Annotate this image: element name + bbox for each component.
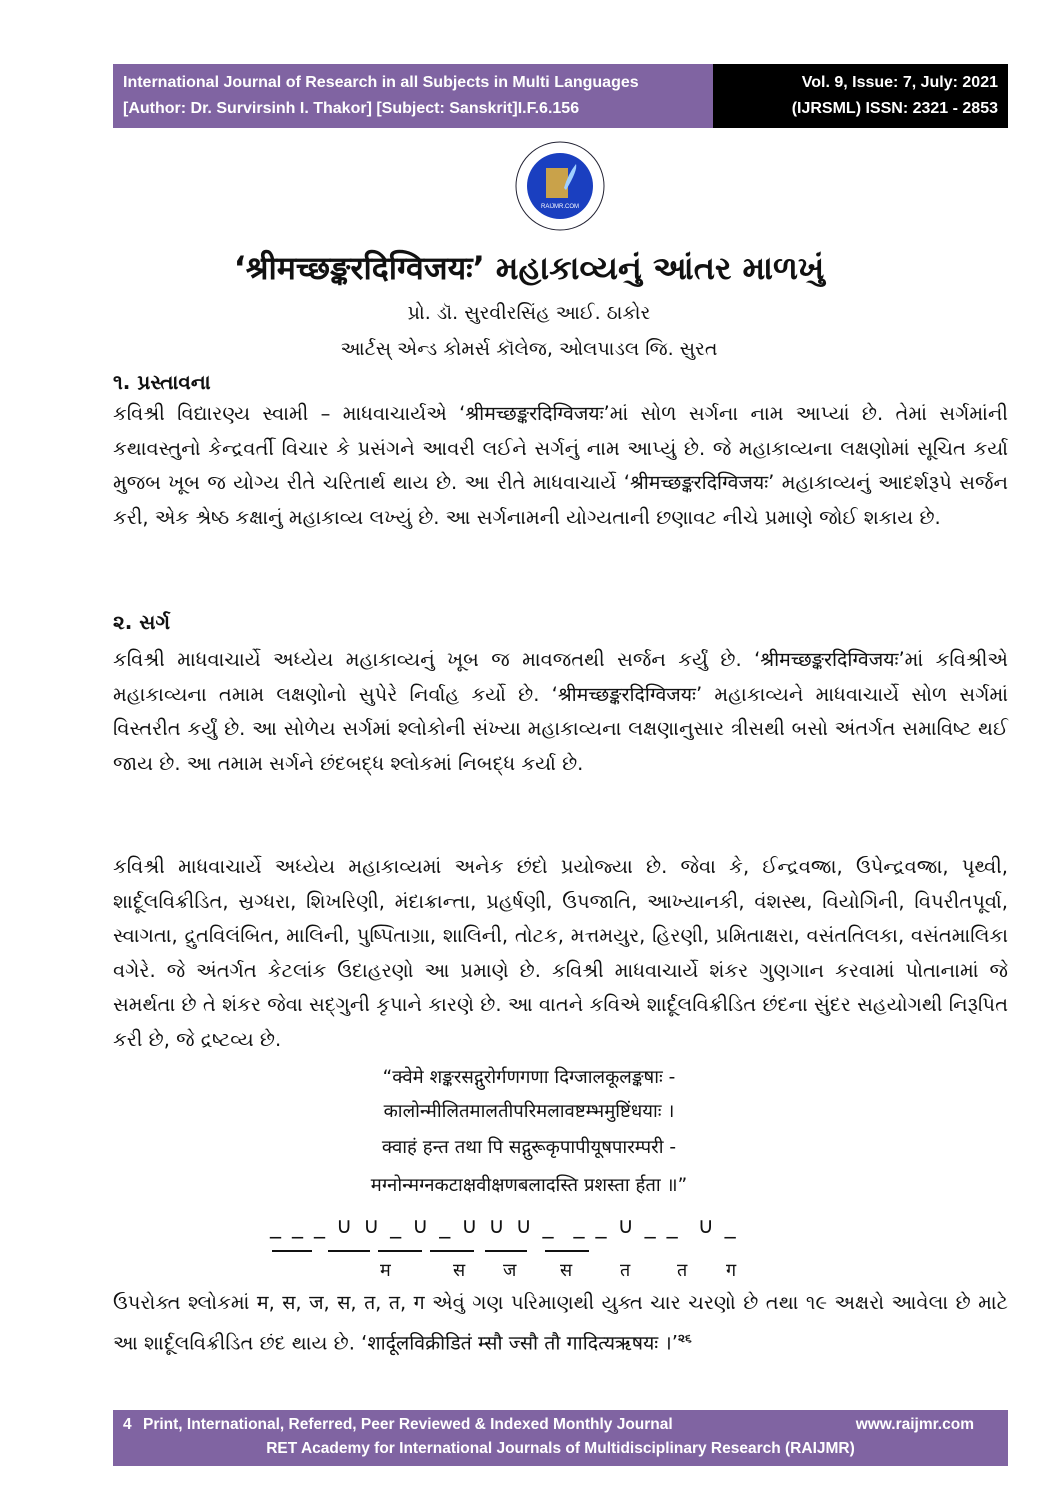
- affiliation: આર્ટસ્ એન્ડ કોમર્સ કૉલેજ, ઓલપાડલ જિ. સુરત: [340, 338, 718, 360]
- article-title: ‘श्रीमच्छङ्करदिग्विजयः’ મહાકાવ્યનું આંતર માળખું: [233, 249, 825, 287]
- conclusion-paragraph: [113, 1286, 1008, 1361]
- issn: (IJRSML) ISSN: 2321 - 2853: [791, 100, 998, 117]
- gana-underline: [272, 1250, 312, 1252]
- verse-line: क्वाहं हन्त तथा पि सद्गुरूकृपापीयूषपारम्परी -: [381, 1137, 677, 1158]
- page-number: 4: [123, 1416, 132, 1433]
- gana-label: त: [677, 1260, 688, 1281]
- page-footer: [113, 1410, 1008, 1466]
- gana-label: त: [620, 1260, 631, 1281]
- gana-label: स: [453, 1260, 466, 1281]
- gana-label: स: [560, 1260, 573, 1281]
- footer-publisher: RET Academy for International Journals of Multidisciplinary Research (RAIJMR): [266, 1440, 855, 1457]
- gana-underline: [328, 1250, 370, 1252]
- verse-line: कालोन्मीलितमालतीपरिमलावष्टम्भमुष्टिंधयाः ।: [383, 1101, 675, 1122]
- journal-name: International Journal of Research in all Subjects in Multi Languages: [123, 74, 639, 91]
- raijmr-logo: [508, 140, 612, 232]
- gana-underline: [430, 1250, 474, 1252]
- svg-text:RAIJMR.COM: RAIJMR.COM: [541, 204, 579, 210]
- verse-line: “क्वेमे शङ्करसद्गुरोर्गणगणा दिग्जालकूलङ्कषाः -: [382, 1067, 676, 1088]
- sarga-paragraph: કવિશ્રી માધવાચાર્યે અધ્યેય મહાકાવ્યનું ખૂબ જ માવજતથી સર્જન કર્યું છે. ‘श्रीमच्छङ्करदिग्विजयः’માં કવિશ્રીએ મહાકાવ્યના તમામ લક્ષણોનો સુપેરે નિર્વાહ કર્યો છે. ‘श्रीमच्छङ्करदिग्विजयः’ મહાકાવ્યને માધવાચાર્યે સોળ સર્ગમાં વિસ્તરીત કર્યું છે. આ સોળેય સર્ગમાં શ્લોકોની સંખ્યા મહાકાવ્યના લક્ષણાનુસાર ત્રીસથી બસો અંતર્ગત સમાવિષ્ટ થઈ જાય છે. આ તમામ સર્ગને છંદબદ્ધ શ્લોકમાં નિબદ્ધ કર્યા છે.: [113, 648, 1008, 775]
- author-name: પ્રો. ડૉ. સુરવીરસિંહ આઈ. ઠાકોર: [407, 302, 651, 324]
- footer-website[interactable]: www.raijmr.com: [855, 1416, 974, 1433]
- intro-paragraph: કવિશ્રી વિદ્યારણ્ય સ્વામી – માધવાચાર્યએ ‘श्रीमच्छङ्करदिग्विजयः’માં સોળ સર્ગના નામ આપ્યાં છે. તેમાં સર્ગમાંની કથાવસ્તુનો કેન્દ્રવર્તી વિચાર કે પ્રસંગને આવરી લઈને સર્ગનું નામ આપ્યું છે. જે મહાકાવ્યના લક્ષણોમાં સૂચિત કર્યા મુજબ ખૂબ જ યોગ્ય રીતે ચરિતાર્થ થાય છે. આ રીતે માધવાચાર્યે ‘श्रीमच्छङ्करदिग्विजयः’ મહાકાવ્યનું આદર્શરૂપે સર્જન કરી, એક શ્રેષ્ઠ કક્ષાનું મહાકાવ્ય લખ્યું છે. આ સર્ગનામની યોગ્યતાની છણાવટ નીચે પ્રમાણે જોઈ શકાય છે.: [113, 402, 1008, 529]
- footnote-ref: ૨૬: [678, 1330, 692, 1345]
- verse-line: मग्नोन्मग्नकटाक्षवीक्षणबलादस्ति प्रशस्ता र्हता ॥”: [370, 1175, 688, 1196]
- gana-label: म: [380, 1260, 391, 1281]
- gana-label: ग: [726, 1260, 737, 1281]
- footer-journal-type: Print, International, Referred, Peer Reviewed & Indexed Monthly Journal: [143, 1416, 673, 1433]
- gana-underline: [378, 1250, 422, 1252]
- journal-header: [113, 64, 1008, 128]
- journal-info: [113, 64, 713, 128]
- gana-underline: [545, 1250, 589, 1252]
- author-subject: [Author: Dr. Survirsinh I. Thakor] [Subject: Sanskrit]I.F.6.156: [123, 100, 580, 117]
- section-heading: ૨. સર્ગ: [113, 610, 171, 634]
- meter-scansion: _ _ _ ∪ ∪ _ ∪ _ ∪ ∪ ∪ _ _ _ ∪ _ _ ∪ _: [270, 1214, 738, 1239]
- chhanda-paragraph: કવિશ્રી માધવાચાર્યે અધ્યેય મહાકાવ્યમાં અનેક છંદો પ્રયોજ્યા છે. જેવા કે, ઈન્દ્રવજ્રા, ઉપેન્દ્રવજ્રા, પૃથ્વી, શાર્દૂલવિક્રીડિત, સ્રગ્ધરા, શિખરિણી, મંદાક્રાન્તા, પ્રહર્ષણી, ઉપજાતિ, આખ્યાનકી, વંશસ્થ, વિયોગિની, વિપરીતપૂર્વા, સ્વાગતા, દ્રુતવિલંબિત, માલિની, પુષ્પિતાગ્રા, શાલિની, તોટક, મત્તમયુર, હિરણી, પ્રમિતાક્ષરા, વસંતતિલકા, વસંતમાલિકા વગેરે. જે અંતર્ગત કેટલાંક ઉદાહરણો આ પ્રમાણે છે. કવિશ્રી માધવાચાર્યે શંકર ગુણગાન કરવામાં પોતાનામાં જે સમર્થતા છે તે શંકર જેવા સદ્ગુની કૃપાને કારણે છે. આ વાતને કવિએ શાર્દૂલવિક્રીડિત છંદના સુંદર સહયોગથી નિરૂપિત કરી છે, જે દ્રષ્ટવ્ય છે.: [113, 855, 1008, 1051]
- issue-info: [713, 64, 1008, 128]
- volume-issue: Vol. 9, Issue: 7, July: 2021: [801, 74, 998, 91]
- gana-label: ज: [503, 1260, 517, 1281]
- conclusion-text: ઉપરોક્ત શ્લોકમાં म, स, ज, स, त, त, ग એવું ગણ પરિમાણથી યુક્ત ચાર ચરણો છે તથા ૧૯ અક્ષરો આવેલા છે માટે આ શાર્દૂલવિક્રીડિત છંદ થાય છે. ‘शार्दूलविक्रीडितं म्सौ ज्सौ तौ गादित्यऋषयः ।’: [113, 1291, 1008, 1354]
- gana-underline: [485, 1250, 527, 1252]
- section-heading: ૧. પ્રસ્તાવના: [113, 370, 211, 394]
